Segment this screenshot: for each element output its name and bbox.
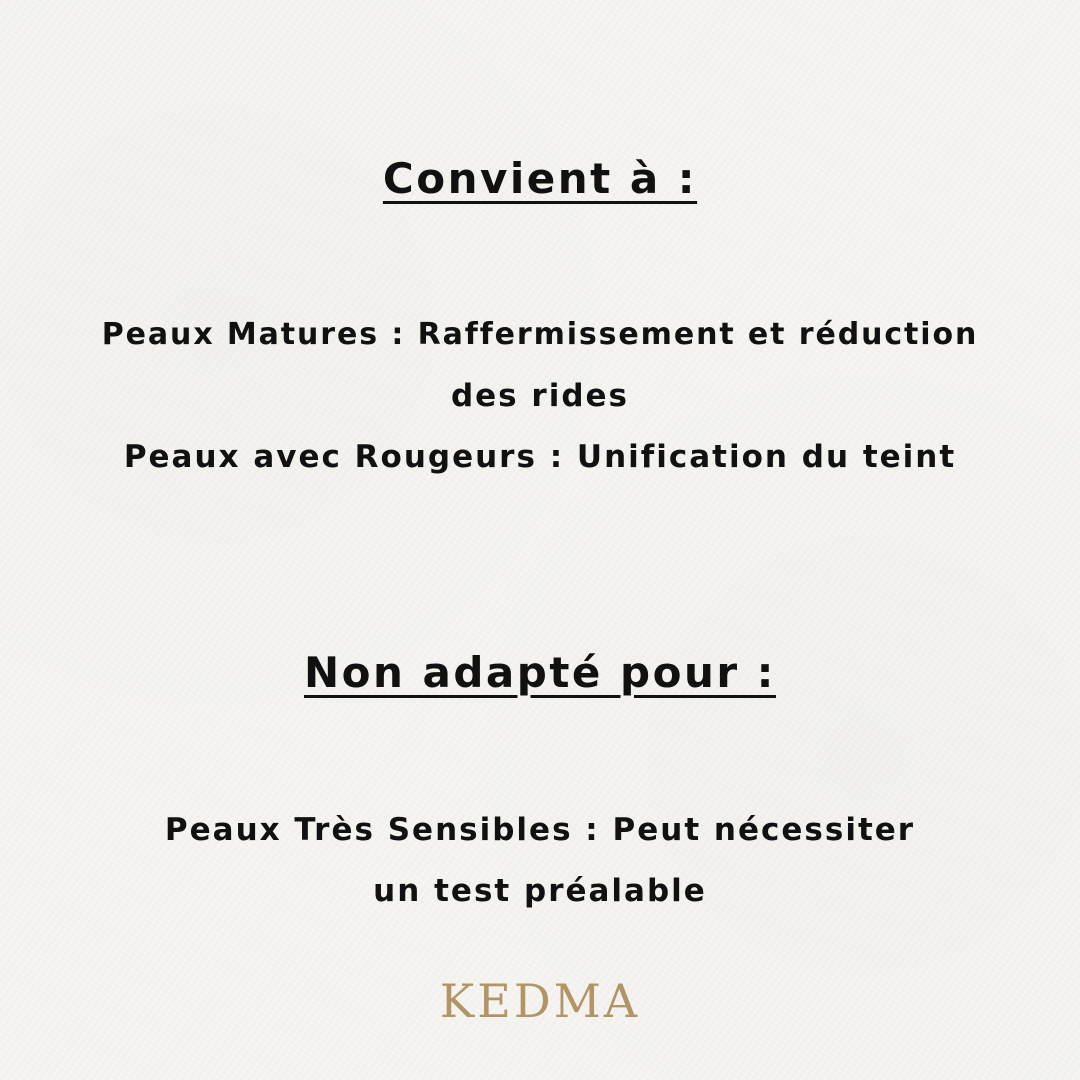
suitable-heading: Convient à : — [382, 154, 698, 203]
not-suitable-line-sensitive-skin-cont: un test préalable — [373, 873, 707, 909]
suitable-line-mature-skin: Peaux Matures : Raffermissement et réduction — [101, 317, 979, 352]
suitable-line-mature-skin-cont: des rides — [450, 378, 630, 414]
not-suitable-heading: Non adapté pour : — [304, 648, 776, 697]
brand-logo: KEDMA — [439, 974, 641, 1028]
not-suitable-line-sensitive-skin: Peaux Très Sensibles : Peut nécessiter — [164, 812, 916, 848]
suitable-line-redness: Peaux avec Rougeurs : Unification du teint — [123, 439, 957, 475]
